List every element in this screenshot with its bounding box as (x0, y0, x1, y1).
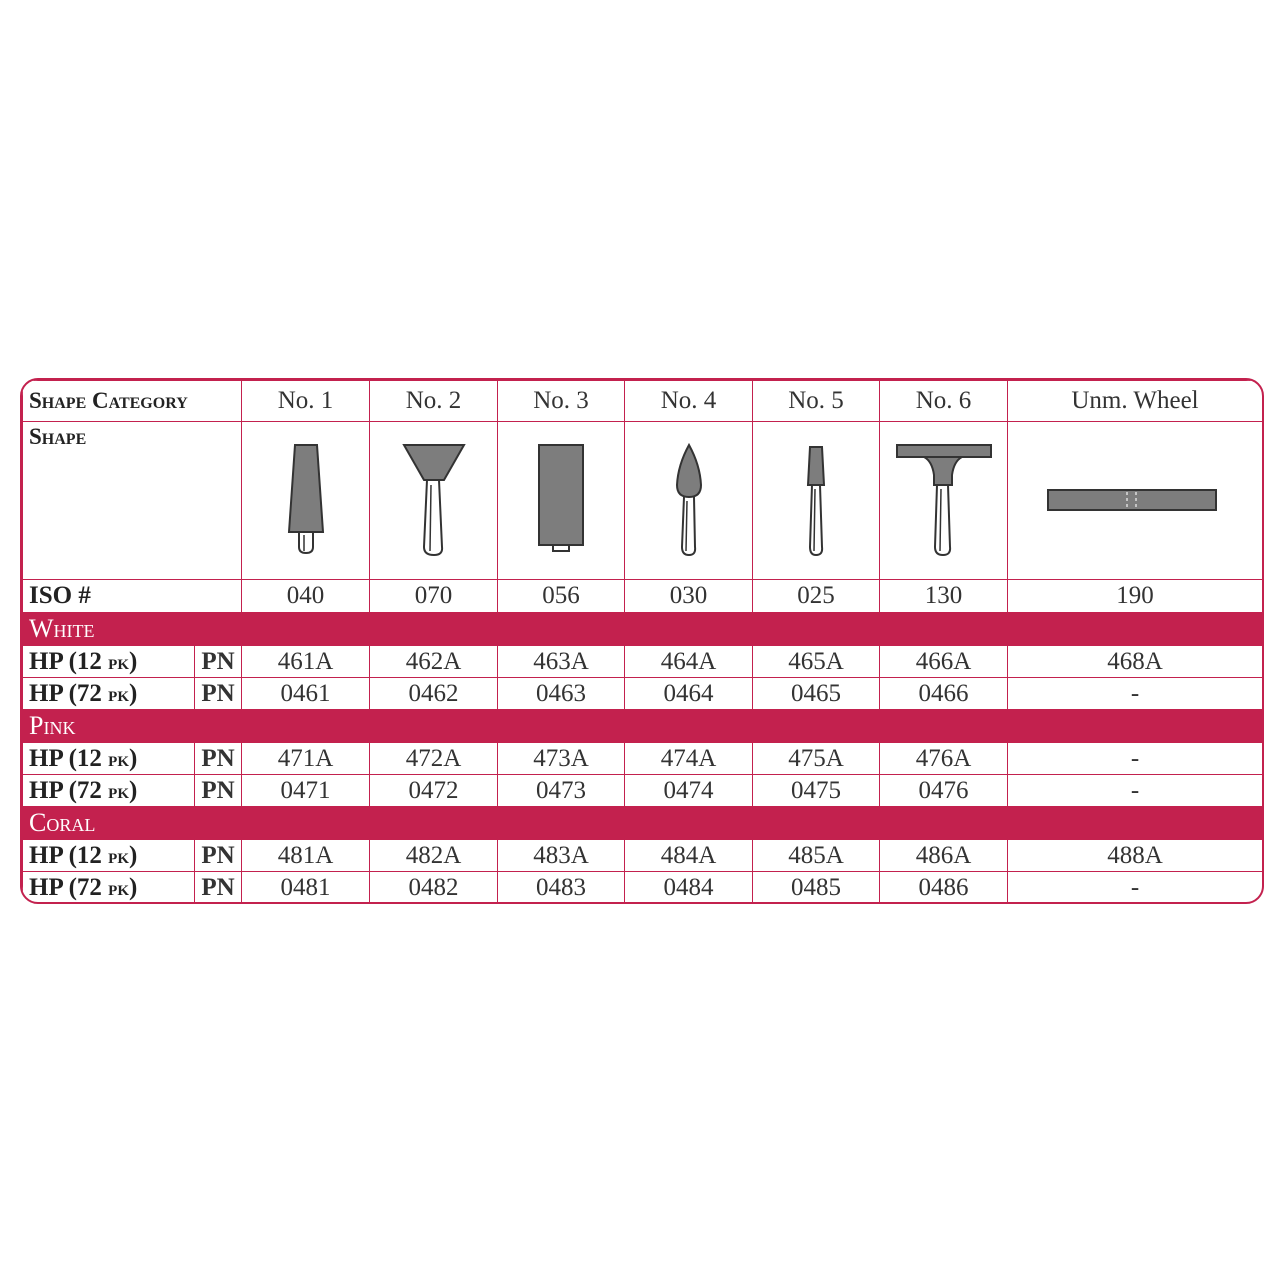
part-number-cell: 0481 (242, 872, 370, 904)
column-header-no1: No. 1 (242, 381, 370, 422)
header-row (23, 381, 1263, 422)
product-chart-card (20, 378, 1264, 904)
shape-cell-no1 (242, 422, 370, 580)
group-name: White (23, 613, 1263, 646)
pn-label: PN (195, 678, 242, 710)
iso-value: 070 (370, 580, 498, 613)
iso-value: 130 (880, 580, 1008, 613)
pack-label-pk: pk (108, 842, 130, 868)
table-row (23, 872, 1263, 904)
part-number-cell: 468A (1008, 646, 1263, 678)
pn-label: PN (195, 775, 242, 807)
shape-table (22, 380, 1263, 904)
group-name: Coral (23, 807, 1263, 840)
pack-label (23, 775, 195, 807)
inverted-cone-stone-icon (399, 435, 469, 565)
shape-cell-no4 (625, 422, 753, 580)
part-number-cell: 483A (498, 840, 625, 872)
part-number-cell: 0471 (242, 775, 370, 807)
part-number-cell: 482A (370, 840, 498, 872)
part-number-cell: 474A (625, 743, 753, 775)
shape-cell-no3 (498, 422, 625, 580)
column-header-unm-wheel: Unm. Wheel (1008, 381, 1263, 422)
part-number-cell: 472A (370, 743, 498, 775)
column-header-no2: No. 2 (370, 381, 498, 422)
unmounted-wheel-icon (1045, 480, 1225, 520)
iso-value: 025 (753, 580, 880, 613)
part-number-cell: 466A (880, 646, 1008, 678)
pack-label-end: ) (129, 873, 138, 901)
part-number-cell: 488A (1008, 840, 1263, 872)
column-header-no3: No. 3 (498, 381, 625, 422)
part-number-cell: 0461 (242, 678, 370, 710)
part-number-cell: 0473 (498, 775, 625, 807)
table-row (23, 646, 1263, 678)
small-taper-stone-icon (796, 435, 836, 565)
pack-label-pk: pk (108, 648, 130, 674)
shape-category-label: Shape Category (23, 381, 242, 422)
pn-label: PN (195, 840, 242, 872)
shape-cell-no2 (370, 422, 498, 580)
part-number-cell: 471A (242, 743, 370, 775)
pack-label-end: ) (129, 744, 138, 772)
part-number-cell: 0463 (498, 678, 625, 710)
column-header-no5: No. 5 (753, 381, 880, 422)
pack-label-main: HP (12 (29, 744, 102, 772)
shape-cell-no6 (880, 422, 1008, 580)
part-number-cell: 0464 (625, 678, 753, 710)
part-number-cell: - (1008, 775, 1263, 807)
pack-label (23, 678, 195, 710)
part-number-cell: 464A (625, 646, 753, 678)
part-number-cell: 475A (753, 743, 880, 775)
part-number-cell: - (1008, 678, 1263, 710)
shape-cell-no5 (753, 422, 880, 580)
part-number-cell: 0465 (753, 678, 880, 710)
pn-label: PN (195, 646, 242, 678)
wheel-stone-icon (894, 435, 994, 565)
color-groups (23, 613, 1263, 904)
iso-value: 190 (1008, 580, 1263, 613)
table-row (23, 678, 1263, 710)
pack-label (23, 840, 195, 872)
iso-value: 056 (498, 580, 625, 613)
iso-value: 030 (625, 580, 753, 613)
part-number-cell: 0485 (753, 872, 880, 904)
part-number-cell: 481A (242, 840, 370, 872)
cylinder-stone-icon (531, 435, 591, 565)
pack-label-end: ) (129, 679, 138, 707)
part-number-cell: 0486 (880, 872, 1008, 904)
iso-row (23, 580, 1263, 613)
flame-stone-icon (664, 435, 714, 565)
group-header-row (23, 613, 1263, 646)
table-row (23, 775, 1263, 807)
part-number-cell: 485A (753, 840, 880, 872)
pack-label-main: HP (72 (29, 776, 102, 804)
pack-label-end: ) (129, 841, 138, 869)
column-header-no4: No. 4 (625, 381, 753, 422)
pn-label: PN (195, 743, 242, 775)
pack-label (23, 872, 195, 904)
part-number-cell: 465A (753, 646, 880, 678)
part-number-cell: 0475 (753, 775, 880, 807)
group-header-row (23, 807, 1263, 840)
tapered-cylinder-stone-icon (276, 435, 336, 565)
part-number-cell: 0474 (625, 775, 753, 807)
table-row (23, 743, 1263, 775)
part-number-cell: 0482 (370, 872, 498, 904)
part-number-cell: 0472 (370, 775, 498, 807)
pack-label-end: ) (129, 776, 138, 804)
part-number-cell: - (1008, 743, 1263, 775)
pack-label-main: HP (12 (29, 647, 102, 675)
pack-label-main: HP (72 (29, 873, 102, 901)
part-number-cell: 461A (242, 646, 370, 678)
part-number-cell: 0476 (880, 775, 1008, 807)
part-number-cell: 463A (498, 646, 625, 678)
part-number-cell: - (1008, 872, 1263, 904)
pack-label (23, 646, 195, 678)
part-number-cell: 484A (625, 840, 753, 872)
iso-value: 040 (242, 580, 370, 613)
part-number-cell: 0466 (880, 678, 1008, 710)
pack-label (23, 743, 195, 775)
iso-label: ISO # (23, 580, 242, 613)
table-row (23, 840, 1263, 872)
part-number-cell: 473A (498, 743, 625, 775)
pack-label-pk: pk (108, 874, 130, 900)
part-number-cell: 462A (370, 646, 498, 678)
part-number-cell: 476A (880, 743, 1008, 775)
group-header-row (23, 710, 1263, 743)
pack-label-main: HP (72 (29, 679, 102, 707)
shape-cell-unm-wheel (1008, 422, 1263, 580)
shape-label: Shape (23, 422, 242, 580)
pack-label-pk: pk (108, 745, 130, 771)
pack-label-end: ) (129, 647, 138, 675)
column-header-no6: No. 6 (880, 381, 1008, 422)
part-number-cell: 0484 (625, 872, 753, 904)
group-name: Pink (23, 710, 1263, 743)
part-number-cell: 0483 (498, 872, 625, 904)
pack-label-pk: pk (108, 777, 130, 803)
pn-label: PN (195, 872, 242, 904)
part-number-cell: 486A (880, 840, 1008, 872)
pack-label-pk: pk (108, 680, 130, 706)
pack-label-main: HP (12 (29, 841, 102, 869)
shape-row (23, 422, 1263, 580)
part-number-cell: 0462 (370, 678, 498, 710)
